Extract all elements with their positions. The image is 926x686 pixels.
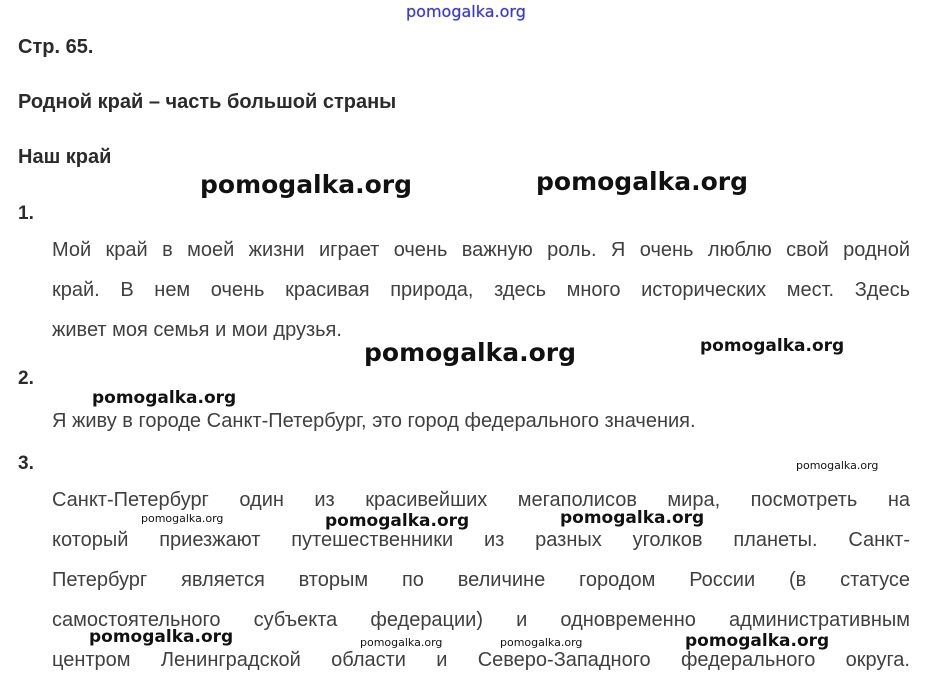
answer-2-line-1: Я живу в городе Санкт-Петербург, это город федерального значения. bbox=[52, 410, 696, 432]
answer-number-2: 2. bbox=[18, 368, 34, 389]
watermark: pomogalka.org bbox=[141, 512, 224, 525]
answer-1-line-2: край. В нем очень красивая природа, здесь много исторических мест. Здесь bbox=[52, 279, 910, 301]
answer-3-line-2: который приезжают путешественники из разных уголков планеты. Санкт- bbox=[52, 529, 910, 551]
watermark: pomogalka.org bbox=[360, 636, 443, 649]
watermark: pomogalka.org bbox=[685, 631, 830, 651]
watermark: pomogalka.org bbox=[796, 459, 879, 472]
page-number: Стр. 65. bbox=[18, 36, 94, 58]
watermark: pomogalka.org bbox=[536, 167, 749, 196]
answer-1-line-1: Мой край в моей жизни играет очень важную роль. Я очень люблю свой родной bbox=[52, 239, 910, 261]
answer-3-line-3: Петербург является вторым по величине городом России (в статусе bbox=[52, 569, 910, 591]
answer-1-line-3: живет моя семья и мои друзья. bbox=[52, 319, 342, 341]
topic-title: Родной край – часть большой страны bbox=[18, 91, 397, 113]
watermark-top: pomogalka.org bbox=[406, 2, 526, 21]
watermark: pomogalka.org bbox=[325, 511, 470, 531]
watermark: pomogalka.org bbox=[200, 170, 413, 199]
watermark: pomogalka.org bbox=[560, 508, 705, 528]
section-title: Наш край bbox=[18, 146, 112, 168]
watermark: pomogalka.org bbox=[500, 636, 583, 649]
answer-number-1: 1. bbox=[18, 203, 34, 224]
watermark: pomogalka.org bbox=[364, 338, 577, 367]
watermark: pomogalka.org bbox=[92, 388, 237, 408]
answer-3-line-1: Санкт-Петербург один из красивейших мегаполисов мира, посмотреть на bbox=[52, 489, 910, 511]
answer-3-line-5: центром Ленинградской области и Северо-Западного федерального округа. bbox=[52, 649, 910, 671]
watermark: pomogalka.org bbox=[89, 627, 234, 647]
answer-number-3: 3. bbox=[18, 453, 34, 474]
answer-3-line-4: самостоятельного субъекта федерации) и одновременно административным bbox=[52, 609, 910, 631]
watermark: pomogalka.org bbox=[700, 336, 845, 356]
answer-text-1 bbox=[52, 230, 910, 350]
